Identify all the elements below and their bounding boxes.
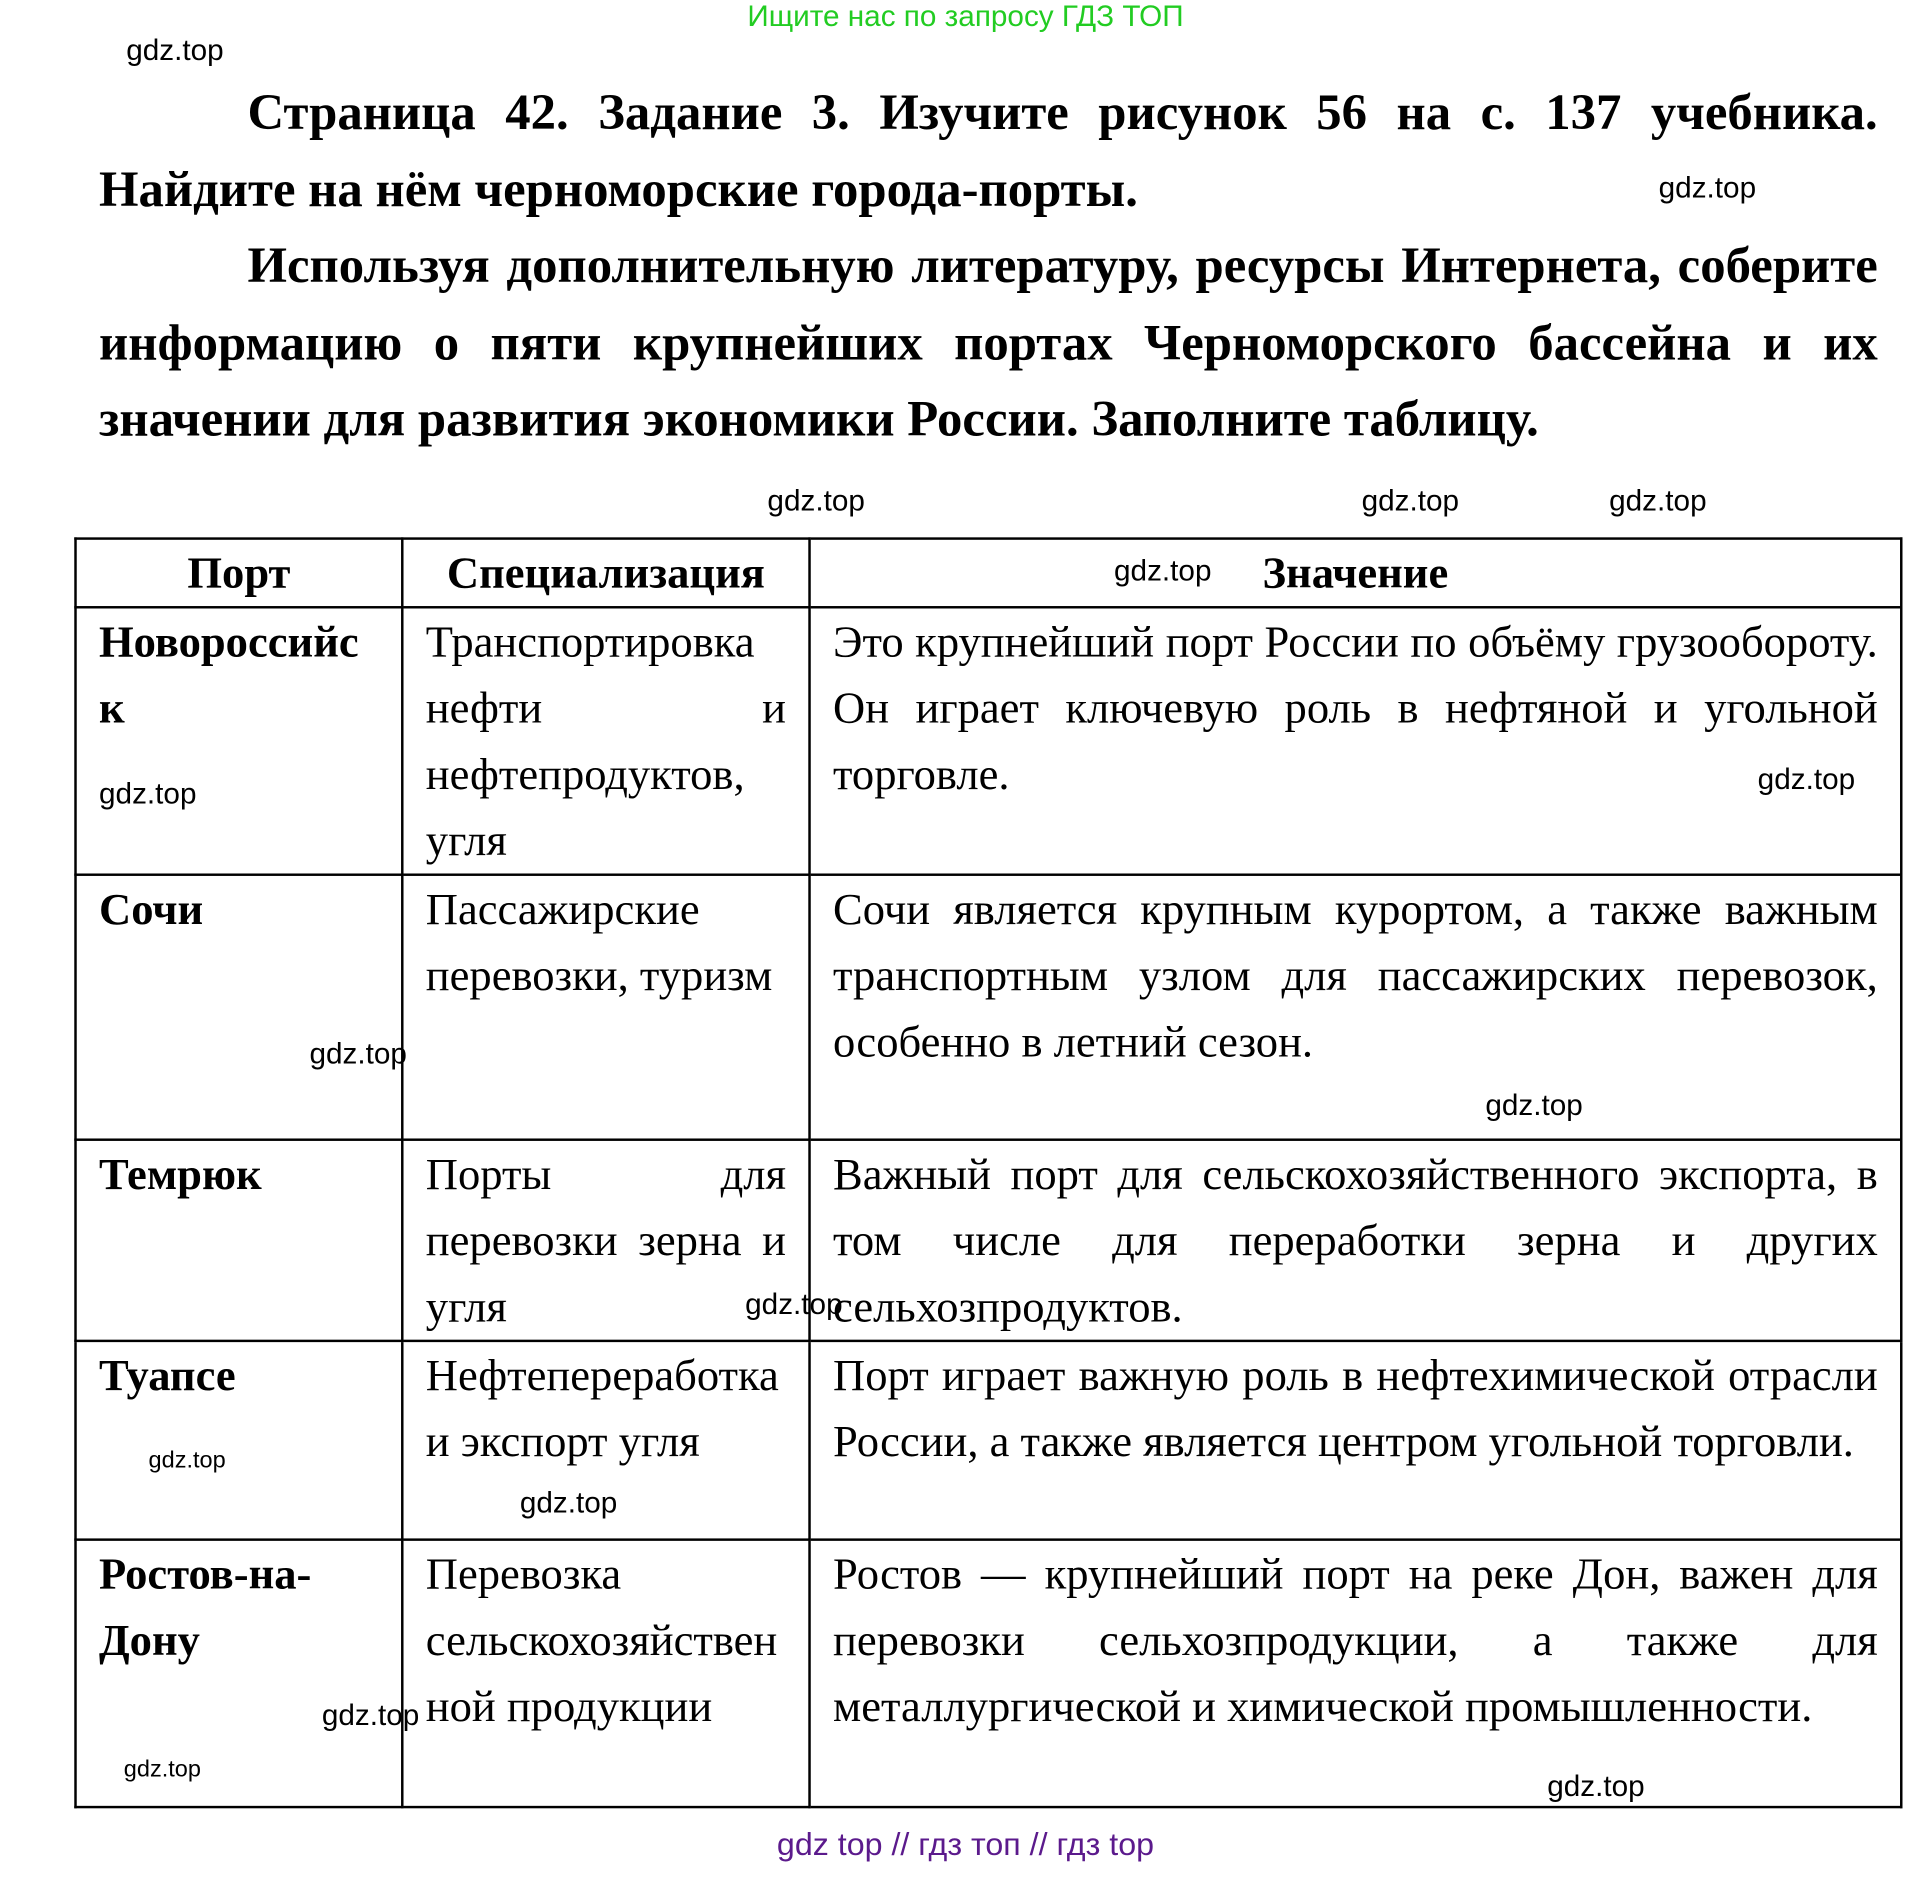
watermark: gdz.top <box>1658 171 1757 205</box>
table-row <box>76 875 1902 1140</box>
specialization-cell: Порты для перевозки зерна и угля <box>402 1140 809 1341</box>
task-paragraph-1: Страница 42. Задание 3. Изучите рисунок 56 на с. 137 учебника. Найдите на нём черноморские города-порты. <box>99 83 1878 217</box>
meaning-cell: Важный порт для сельскохозяйственного экспорта, в том числе для переработки зерна и других сельхозпродуктов. <box>810 1140 1902 1341</box>
table-row <box>76 1140 1902 1341</box>
watermark: gdz.top <box>126 34 224 68</box>
watermark: gdz.top <box>123 1756 201 1783</box>
port-cell: Ростов-на-Дону <box>76 1540 403 1807</box>
specialization-cell: Транспортировка нефти и нефтепродуктов, угля <box>402 607 809 874</box>
specialization-cell: Нефтепереработка и экспорт угля <box>402 1341 809 1540</box>
meaning-cell: Порт играет важную роль в нефтехимической отрасли России, а также является центром угольной торговли. <box>810 1341 1902 1540</box>
specialization-cell: Перевозка сельскохозяйственной продукции <box>402 1540 809 1807</box>
footer-watermark: gdz top // гдз топ // гдз top <box>776 1825 1155 1863</box>
watermark: gdz.top <box>148 1447 226 1474</box>
meaning-cell: Это крупнейший порт России по объёму грузообороту. Он играет ключевую роль в нефтяной и угольной торговле. <box>810 607 1902 874</box>
watermark: gdz.top <box>767 484 865 518</box>
watermark: gdz.top <box>519 1486 618 1521</box>
meaning-cell: Ростов — крупнейший порт на реке Дон, важен для перевозки сельхозпродукции, а также для металлургической и химической промышленности. <box>810 1540 1902 1807</box>
watermark: gdz.top <box>1547 1770 1645 1804</box>
port-cell: Туапсе <box>76 1341 403 1540</box>
header-meaning: Значение <box>810 539 1902 608</box>
watermark: gdz.top <box>745 1288 843 1322</box>
watermark: gdz.top <box>1485 1089 1583 1123</box>
table-row <box>76 607 1902 874</box>
watermark: gdz.top <box>1114 554 1212 588</box>
port-cell: Темрюк <box>76 1140 403 1341</box>
watermark: gdz.top <box>99 777 197 811</box>
table-header-row <box>76 539 1902 608</box>
task-text <box>99 74 1878 457</box>
watermark: gdz.top <box>1361 484 1460 518</box>
watermark: gdz.top <box>1757 763 1856 797</box>
meaning-cell: Сочи является крупным курортом, а также важным транспортным узлом для пассажирских перевозок, особенно в летний сезон. <box>810 875 1902 1140</box>
watermark: gdz.top <box>309 1037 407 1071</box>
watermark: gdz.top <box>321 1699 420 1733</box>
specialization-cell: Пассажирские перевозки, туризм <box>402 875 809 1140</box>
port-cell: Новороссийск <box>76 607 403 874</box>
watermark: gdz.top <box>1609 484 1707 518</box>
task-paragraph-2: Используя дополнительную литературу, ресурсы Интернета, соберите информацию о пяти крупнейших портах Черноморского бассейна и их значении для развития экономики России. Заполните таблицу. <box>99 236 1878 447</box>
table-row <box>76 1341 1902 1540</box>
header-port: Порт <box>76 539 403 608</box>
ports-table <box>74 537 1902 1808</box>
table-row <box>76 1540 1902 1807</box>
port-cell: Сочи <box>76 875 403 1140</box>
header-specialization: Специализация <box>402 539 809 608</box>
top-banner: Ищите нас по запросу ГДЗ ТОП <box>747 0 1184 34</box>
